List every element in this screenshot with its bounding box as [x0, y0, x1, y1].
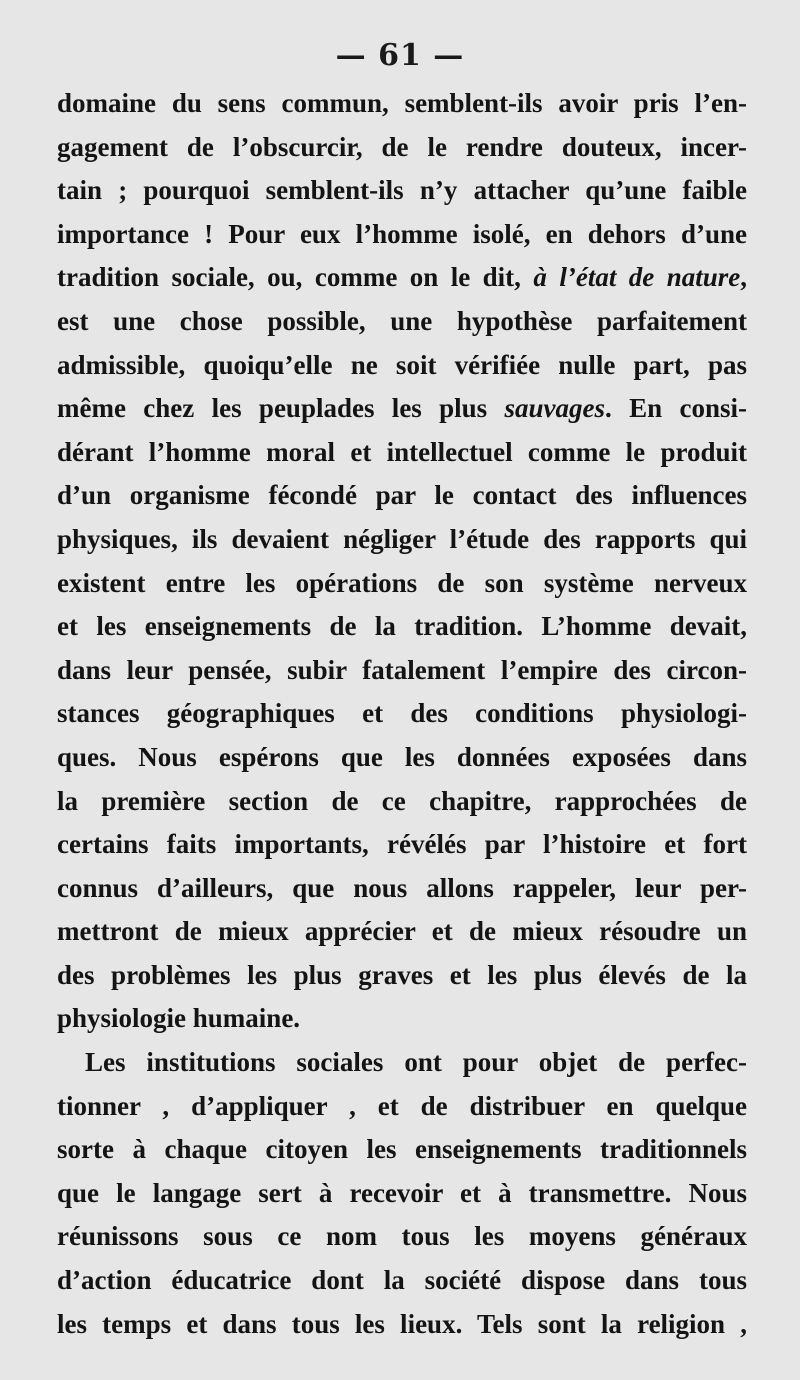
page-number: — 61 —: [335, 38, 465, 73]
text-segment: . En consi-: [605, 393, 747, 424]
italic-text: à l’état de nature: [533, 262, 741, 293]
text-line: et les enseignements de la tradition. L’homme devait,: [57, 611, 747, 642]
text-line: réunissons sous ce nom tous les moyens généraux: [57, 1221, 747, 1252]
text-line: Les institutions sociales ont pour objet de perfec-: [85, 1047, 747, 1078]
text-line: les temps et dans tous les lieux. Tels sont la religion ,: [57, 1308, 747, 1339]
text-line: des problèmes les plus graves et les plus élevés de la: [57, 959, 747, 990]
text-line: physiques, ils devaient négliger l’étude des rapports qui: [57, 523, 747, 554]
text-line: ques. Nous espérons que les données exposées dans: [57, 741, 747, 772]
text-line: existent entre les opérations de son système nerveux: [57, 567, 747, 598]
text-line: connus d’ailleurs, que nous allons rappeler, leur per-: [57, 872, 747, 903]
text-segment: tradition sociale, ou, comme on le dit,: [57, 262, 534, 293]
italic-text: sauvages: [504, 393, 606, 424]
text-line: [57, 256, 747, 300]
text-line: est une chose possible, une hypothèse parfaitement: [57, 305, 747, 336]
text-line: sorte à chaque citoyen les enseignements traditionnels: [57, 1134, 747, 1165]
text-line: domaine du sens commun, semblent-ils avoir pris l’en-: [57, 88, 747, 118]
text-line: tain ; pourquoi semblent-ils n’y attacher qu’une faible: [57, 175, 747, 206]
text-line: gagement de l’obscurcir, de le rendre douteux, incer-: [57, 131, 747, 162]
text-line: dans leur pensée, subir fatalement l’empire des circon-: [57, 654, 747, 685]
text-line: physiologie humaine.: [57, 1003, 301, 1034]
text-line: [57, 387, 747, 431]
text-line: d’un organisme fécondé par le contact des influences: [57, 480, 747, 511]
text-segment: ,: [740, 262, 747, 293]
text-line: importance ! Pour eux l’homme isolé, en dehors d’une: [57, 218, 747, 249]
page-text-body: [57, 82, 747, 1346]
text-line: admissible, quoiqu’elle ne soit vérifiée nulle part, pas: [57, 349, 747, 380]
text-line: dérant l’homme moral et intellectuel comme le produit: [57, 436, 747, 467]
text-line: certains faits importants, révélés par l’histoire et fort: [57, 829, 747, 860]
text-line: mettront de mieux apprécier et de mieux résoudre un: [57, 916, 747, 947]
text-line: que le langage sert à recevoir et à transmettre. Nous: [57, 1177, 747, 1208]
text-line: d’action éducatrice dont la société dispose dans tous: [57, 1265, 747, 1296]
text-line: tionner , d’appliquer , et de distribuer en quelque: [57, 1090, 747, 1121]
text-line: stances géographiques et des conditions physiologi-: [57, 698, 747, 729]
text-segment: même chez les peuplades les plus: [57, 393, 505, 424]
text-line: la première section de ce chapitre, rapprochées de: [57, 785, 747, 816]
